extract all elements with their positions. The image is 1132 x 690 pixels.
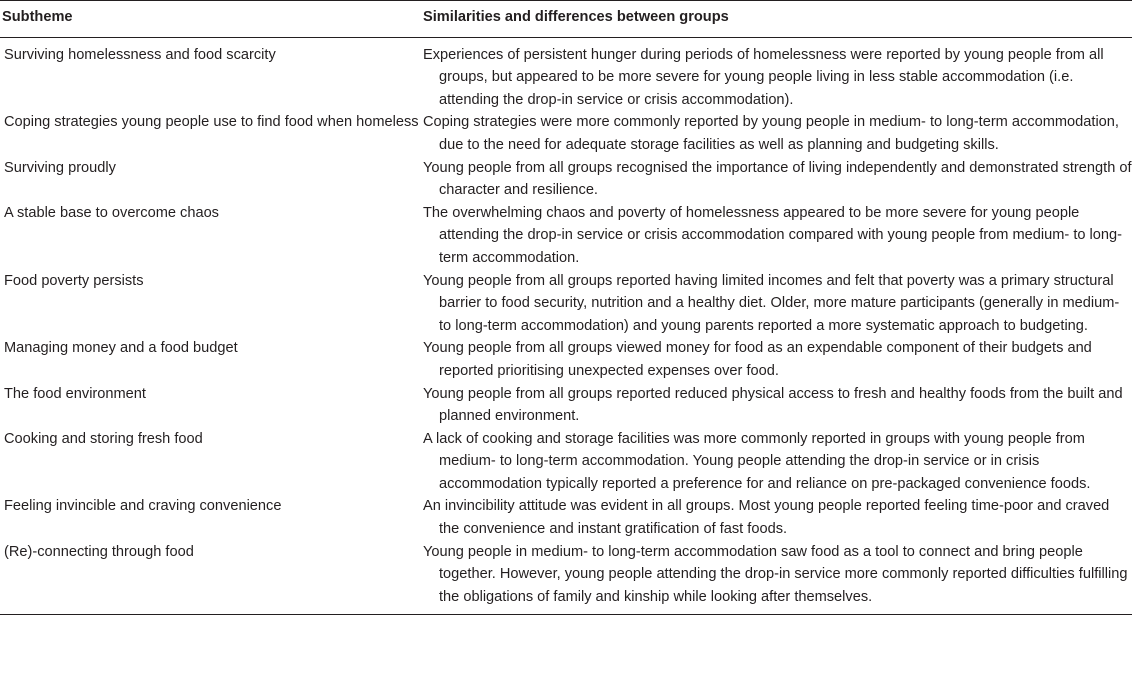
table-row: [0, 111, 1132, 156]
subtheme-cell: [0, 270, 423, 338]
subtheme-text: Surviving homelessness and food scarcity: [4, 46, 276, 63]
table-row: [0, 37, 1132, 111]
subtheme-text: The food environment: [4, 385, 146, 402]
subtheme-text: A stable base to overcome chaos: [4, 204, 219, 221]
subtheme-cell: [0, 383, 423, 428]
subtheme-cell: [0, 428, 423, 496]
description-text: Coping strategies were more commonly reported by young people in medium- to long-term accommodation, due to the need for adequate storage facilities as well as planning and budgeting skills.: [423, 114, 1119, 153]
table-row: [0, 157, 1132, 202]
description-text: Experiences of persistent hunger during periods of homelessness were reported by young people from all groups, but appeared to be more severe for young people living in less stable accommodation (i.e. attending the drop-in service or crisis accommodation).: [423, 46, 1104, 108]
table-header: [0, 1, 1132, 38]
table-row: [0, 383, 1132, 428]
description-cell: [423, 495, 1132, 540]
description-text: The overwhelming chaos and poverty of homelessness appeared to be more severe for young people attending the drop-in service or crisis accommodation compared with young people from medium- to long-term accommodation.: [423, 204, 1122, 266]
subtheme-cell: [0, 111, 423, 156]
description-cell: [423, 541, 1132, 615]
subtheme-text: Managing money and a food budget: [4, 340, 238, 357]
table-row: [0, 541, 1132, 615]
description-cell: [423, 428, 1132, 496]
subtheme-text: Coping strategies young people use to find food when homeless: [4, 114, 419, 131]
header-subtheme: Subtheme: [0, 1, 423, 38]
subtheme-text: Cooking and storing fresh food: [4, 430, 203, 447]
description-cell: [423, 37, 1132, 111]
table-row: [0, 337, 1132, 382]
subtheme-text: Surviving proudly: [4, 159, 116, 176]
description-text: Young people from all groups reported having limited incomes and felt that poverty was a primary structural barrier to food security, nutrition and a healthy diet. Older, more mature participants (generally in medium- to long-term accommodation) and young parents reported a more systematic approach to budgeting.: [423, 272, 1120, 334]
description-text: An invincibility attitude was evident in all groups. Most young people reported feeling time-poor and craved the convenience and instant gratification of fast foods.: [423, 498, 1110, 538]
table-row: [0, 495, 1132, 540]
description-cell: [423, 270, 1132, 338]
description-text: A lack of cooking and storage facilities was more commonly reported in groups with young people from medium- to long-term accommodation. Young people attending the drop-in service or in crisis accommodation typically reported a preference for and reliance on pre-packaged convenience foods.: [423, 430, 1091, 492]
subtheme-text: Feeling invincible and craving convenience: [4, 498, 282, 515]
subtheme-cell: [0, 337, 423, 382]
subtheme-cell: [0, 202, 423, 270]
header-row: [0, 1, 1132, 38]
description-cell: [423, 157, 1132, 202]
description-cell: [423, 337, 1132, 382]
subtheme-text: (Re)-connecting through food: [4, 543, 194, 560]
description-cell: [423, 202, 1132, 270]
description-cell: [423, 383, 1132, 428]
header-similarities: Similarities and differences between groups: [423, 1, 1132, 38]
description-text: Young people in medium- to long-term accommodation saw food as a tool to connect and bring people together. However, young people attending the drop-in service more commonly reported difficulties fulfilling the obligations of family and kinship while looking after themselves.: [423, 543, 1128, 605]
subtheme-cell: [0, 157, 423, 202]
table-row: [0, 202, 1132, 270]
subtheme-cell: [0, 541, 423, 615]
subtheme-text: Food poverty persists: [4, 272, 144, 289]
description-text: Young people from all groups viewed money for food as an expendable component of their budgets and reported prioritising unexpected expenses over food.: [423, 340, 1092, 379]
subtheme-cell: [0, 37, 423, 111]
table-row: [0, 428, 1132, 496]
description-text: Young people from all groups recognised the importance of living independently and demonstrated strength of character and resilience.: [423, 159, 1132, 199]
description-text: Young people from all groups reported reduced physical access to fresh and healthy foods from the built and planned environment.: [423, 385, 1123, 425]
subtheme-cell: [0, 495, 423, 540]
description-cell: [423, 111, 1132, 156]
table-body: [0, 37, 1132, 615]
table-row: [0, 270, 1132, 338]
